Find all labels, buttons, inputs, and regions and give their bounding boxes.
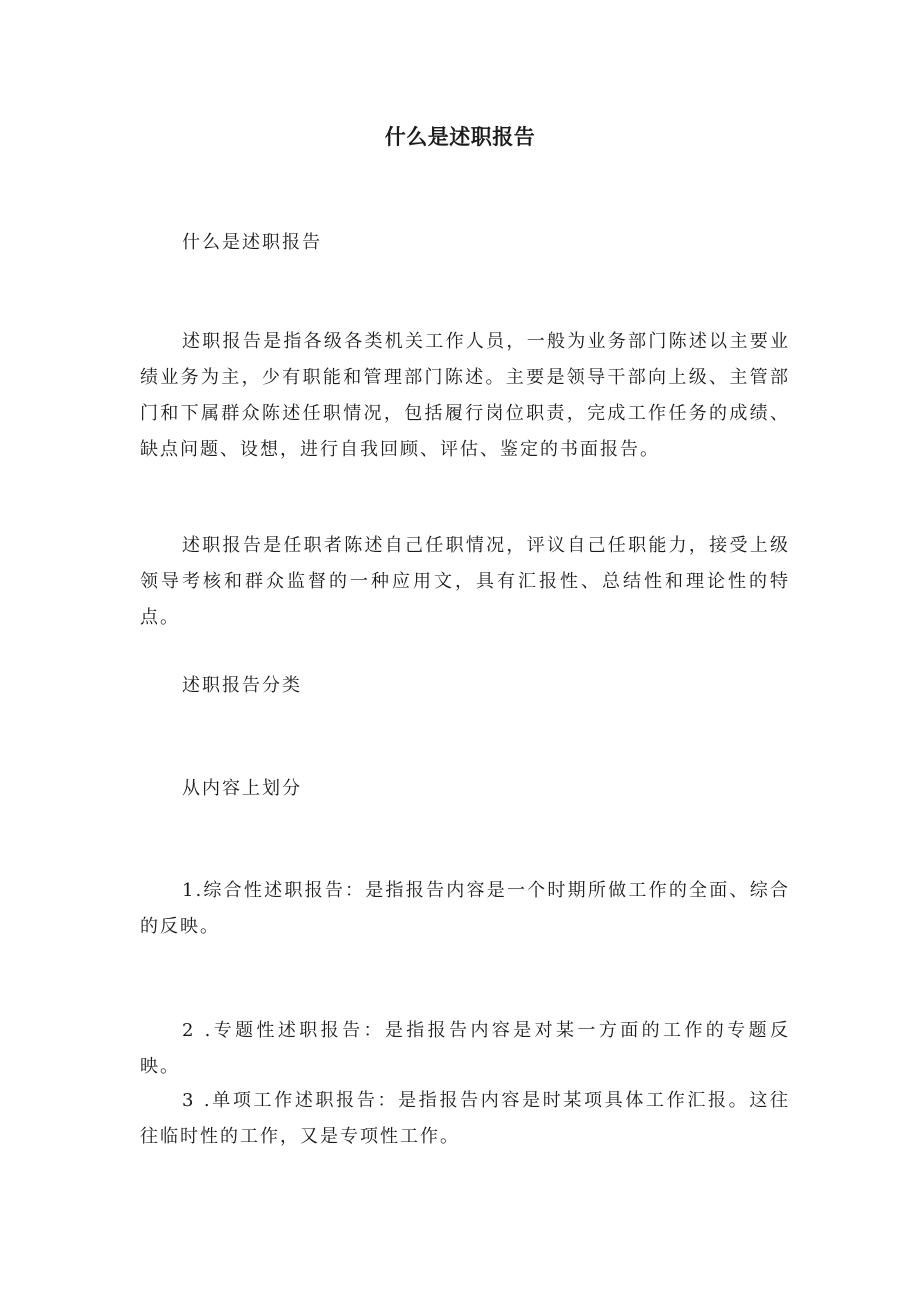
section-heading-by-content: 从内容上划分	[182, 778, 302, 799]
list-item-single-task: 3 .单项工作述职报告：是指报告内容是时某项具体工作汇报。这往往临时性的工作，又是专项性工作。	[140, 1090, 790, 1147]
list-item-comprehensive: 1.综合性述职报告：是指报告内容是一个时期所做工作的全面、综合的反映。	[140, 880, 790, 937]
section-heading-classification: 述职报告分类	[182, 675, 302, 696]
document-title: 什么是述职报告	[384, 125, 536, 149]
list-item-thematic: 2 .专题性述职报告：是指报告内容是对某一方面的工作的专题反映。	[140, 1020, 790, 1077]
paragraph-definition: 述职报告是指各级各类机关工作人员，一般为业务部门陈述以主要业绩业务为主，少有职能和管理部门陈述。主要是领导干部向上级、主管部门和下属群众陈述任职情况，包括履行岗位职责，完成工作任务的成绩、缺点问题、设想，进行自我回顾、评估、鉴定的书面报告。	[140, 331, 790, 460]
section-heading-what-is: 什么是述职报告	[182, 232, 322, 253]
paragraph-characteristics: 述职报告是任职者陈述自己任职情况，评议自己任职能力，接受上级领导考核和群众监督的一种应用文，具有汇报性、总结性和理论性的特点。	[140, 535, 790, 628]
